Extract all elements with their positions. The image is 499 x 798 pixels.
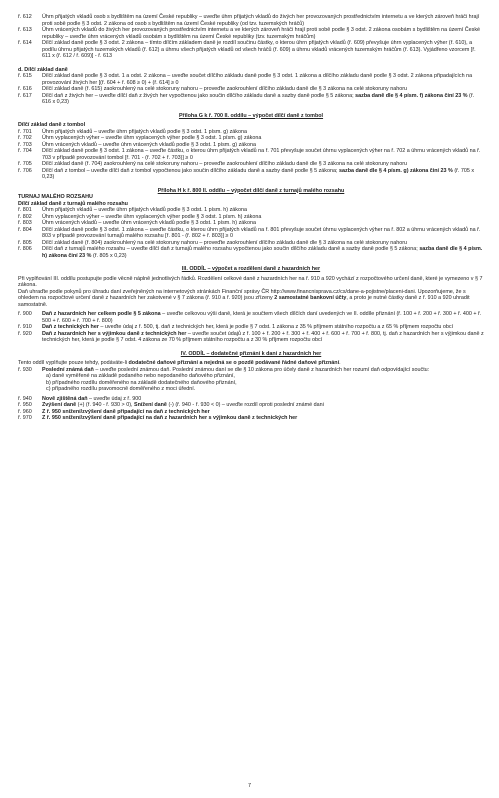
row-text	[42, 227, 484, 240]
section-iii-title: III. ODDÍL – výpočet a rozdělení daně z hazardních her	[181, 266, 321, 272]
row-body: – uveďte údaj z ř. 900	[89, 395, 142, 402]
row-code: ř. 613	[18, 27, 32, 33]
row-806	[18, 246, 484, 259]
row-613	[18, 27, 484, 40]
row-code: ř. 703	[18, 141, 32, 148]
row-body: Dílčí základ daně (ř. 804) zaokrouhlený na celé stokoruny nahoru – proveďte zaokrouhlení dílčího základu daně dle § 3 zákona na celé stokoruny nahoru	[42, 239, 408, 246]
row-head: Z ř. 950 snížení/zvýšení daně připadající na daň z technických her	[42, 408, 210, 415]
list-item-text: a) daně vyměřené na základě podaného nebo nepodaného daňového přiznání,	[46, 373, 235, 379]
row-body: Dílčí základ daně (ř. 704) zaokrouhlený na celé stokoruny nahoru – proveďte zaokrouhlení dílčího základu daně dle § 3 zákona na celé stokoruny nahoru	[42, 161, 408, 167]
row-code: ř. 701	[18, 128, 32, 135]
row-body: (+) (ř. 940 - ř. 930 > 0),	[77, 402, 133, 408]
row-head: Poslední známá daň	[42, 366, 94, 373]
row-text	[42, 93, 484, 106]
row-code: ř. 802	[18, 213, 32, 220]
row-930-list	[18, 373, 484, 393]
row-body: Dílčí daň z turnajů malého rozsahu – uveďte dílčí daň z turnajů malého rozsahu vypočtenou jako součin dílčího základu daně a sazby daně podle § 5 zákona;	[42, 246, 418, 252]
row-code: ř. 805	[18, 239, 32, 246]
row-text	[42, 148, 484, 161]
row-code: ř. 617	[18, 92, 32, 99]
row-617	[18, 93, 484, 106]
row-804	[18, 227, 484, 240]
row-body: Dílčí daň z živých her – uveďte dílčí daň z živých her vypočtenou jako součin dílčího základu daně a sazby daně podle § 5 zákona;	[42, 92, 354, 99]
document-body	[18, 14, 484, 422]
rows-615-617	[18, 73, 484, 106]
row-body: – uveďte poslední známou daň. Poslední známou daní se dle § 10 zákona pro účely daně z hazardních her rozumí daň odpovídající součtu:	[95, 366, 430, 373]
row-code: ř. 612	[18, 14, 32, 20]
row-text	[42, 73, 484, 86]
row-text	[42, 311, 484, 324]
intro-part-b: .	[339, 360, 341, 366]
row-920	[18, 331, 484, 344]
row-bold-tail: sazba daně dle § 4 písm. h) zákona činí 23 %	[42, 246, 483, 259]
intro2-part-a: Daň uhraďte podle pokynů pro úhradu daní zveřejněných na internetových stránkách Finanční správy ČR http://www.financnisprava.cz/cs/dane-a-pojistne/placeni-dani. Upozorňujeme, že s ohledem na rozpočtové určení daně z hazardních her zakotvené v § 7 zákona (ř. 910 a ř. 920) jsou zřízeny	[18, 288, 466, 301]
row-head: Daň z hazardních her s výjimkou daně z technických her	[42, 330, 187, 337]
row-code: ř. 930	[18, 366, 32, 373]
row-body: Úhrn vrácených vkladů – uveďte úhrn vrácených vkladů podle § 3 odst. 1 písm. g) zákona	[42, 141, 256, 148]
priloha-h-title: Příloha H k ř. 800 II. oddílu – výpočet dílčí daně z turnajů malého rozsahu	[157, 187, 345, 194]
row-text	[42, 415, 484, 422]
row-code: ř. 940	[18, 395, 32, 402]
intro-bold: dodatečné daňové přiznání a nejedná se o pozdě podávané řádné daňové přiznání	[128, 360, 340, 366]
intro-part-a: Tento oddíl vyplňujte pouze tehdy, podáváte-li	[18, 360, 127, 366]
row-head: Daň z hazardních her celkem podle § 5 zákona	[42, 311, 161, 317]
row-900	[18, 311, 484, 324]
row-tail: (ř. 705 x 0,23)	[42, 167, 475, 180]
row-code: ř. 910	[18, 324, 32, 330]
rows-900-920	[18, 311, 484, 344]
row-bold-tail: sazba daně dle § 4 písm. f) zákona činí 23 %	[355, 92, 468, 99]
section-iii-intro1: Při vyplňování III. oddílu postupujte podle věcně náplně jednotlivých řádků. Rozdělení celkové daně z hazardních her na ř. 910 a 920 vychází z rozpočtového určení daně, které je vymezeno v § 7 zákona.	[18, 275, 483, 288]
row-612	[18, 14, 484, 27]
row-code: ř. 702	[18, 135, 32, 141]
page-number: 7	[248, 783, 251, 789]
rows-940-970	[18, 396, 484, 422]
rows-701-706	[18, 129, 484, 181]
row-bold-tail: sazba daně dle § 4 písm. g) zákona činí 23 %	[339, 167, 453, 174]
row-code: ř. 920	[18, 330, 32, 337]
row-body: Dílčí základ daně podle § 3 odst. 1 zákona – uveďte částku, o kterou úhrn přijatých vkladů na ř. 801 převyšuje součet úhrnu vyplacených výher na ř. 802 a úhrnu vrácených vkladů na ř. 803 v případě provozování turnajů malého rozsahu [ř. 801 - (ř. 802 + ř. 803)] ≥ 0	[42, 226, 481, 239]
row-body: Dílčí daň z tombol – uveďte dílčí daň z tombol vypočtenou jako součin dílčího základu daně a sazby daně podle § 5 zákona;	[42, 167, 338, 174]
row-text	[42, 168, 484, 181]
row-615	[18, 73, 484, 86]
row-text	[42, 27, 484, 40]
row-code: ř. 614	[18, 40, 32, 46]
priloha-g-title: Příloha G k ř. 700 II. oddílu – výpočet dílčí daně z tombol	[178, 112, 324, 119]
row-text	[42, 331, 484, 344]
row-body: Úhrn vyplacených výher – uveďte úhrn vyplacených výher podle § 3 odst. 1 písm. g) zákona	[42, 135, 262, 141]
row-code: ř. 801	[18, 207, 32, 213]
row-tail: (ř. 805 x 0,23)	[92, 252, 127, 259]
priloha-h-subhead2: Dílčí základ daně z turnajů malého rozsahu	[18, 200, 128, 207]
row-text	[42, 14, 484, 27]
row-body: Úhrn přijatých vkladů osob s bydlištěm na území České republiky – uveďte úhrn přijatých vkladů do živých her provozovaných prostřednictvím internetu a ve kterých zároveň hráči hrají proti sobě podle § 3 odst. 2 zákona od osob s bydlištěm na území České republiky (od tzv. tuzemských hráčů)	[42, 14, 480, 27]
row-code: ř. 900	[18, 311, 32, 317]
row-704	[18, 148, 484, 161]
intro2-bold: 2 samostatné bankovní účty	[274, 295, 347, 301]
row-706	[18, 168, 484, 181]
row-body: – uveďte součet údajů z ř. 100 + ř. 200 + ř. 300 + ř. 400 + ř. 600 + ř. 700 + ř. 800, tj. daň z hazardních her s výjimkou daně z technických her, která je podle § 7 odst. 4 zákona ze 70 % příjmem státního rozpočtu a z 30 % příjmem rozpočtu obcí	[42, 330, 484, 343]
row-body: Dílčí základ daně (ř. 615) zaokrouhlený na celé stokoruny nahoru – proveďte zaokrouhlení dílčího základu daně dle § 3 zákona na celé stokoruny nahoru	[42, 86, 408, 92]
section-iii-intro2	[18, 289, 484, 309]
row-body: Úhrn přijatých vkladů – uveďte úhrn přijatých vkladů podle § 3 odst. 1 písm. g) zákona	[42, 128, 247, 135]
row-body: Úhrn vrácených vkladů – uveďte úhrn vrácených vkladů podle § 3 odst. 1 písm. h) zákona	[42, 220, 256, 226]
row-code: ř. 970	[18, 415, 32, 421]
row-body: – uveďte celkovou výši daně, která je součtem všech dílčích daní uvedených ve II. oddíle přiznání (ř. 100 + ř. 200 + ř. 300 + ř. 400 + ř. 500 + ř. 600 + ř. 700 + ř. 800)	[42, 311, 482, 324]
priloha-g-subhead: Dílčí základ daně z tombol	[18, 122, 86, 128]
row-head: Zvýšení daně	[42, 402, 77, 408]
list-item-text: b) případného rozdílu doměřeného na základě dodatečného daňového přiznání,	[46, 379, 237, 386]
row-body: Úhrn přijatých vkladů – uveďte úhrn přijatých vkladů podle § 3 odst. 1 písm. h) zákona	[42, 207, 247, 213]
section-d-heading: d. Dílčí základ daně	[18, 66, 68, 73]
row-code: ř. 950	[18, 402, 32, 408]
row-code: ř. 615	[18, 73, 32, 79]
section-iv-title: IV. ODDÍL – dodatečné přiznání k dani z hazardních her	[180, 350, 322, 357]
row-head2: Snížení daně	[133, 402, 167, 408]
row-head: Z ř. 950 snížení/zvýšení daně připadající na daň z hazardních her s výjimkou daně z technických her	[42, 415, 298, 421]
row-body: Dílčí základ daně podle § 3 odst. 1 a odst. 2 zákona – uveďte součet dílčího základu daně podle § 3 odst. 1 zákona a dílčího základu daně podle § 3 odst. 2 zákona připadajících na provozování živých her [(ř. 604 + ř. 608 ≥ 0) + (ř. 614] ≥ 0	[42, 73, 473, 86]
row-614	[18, 40, 484, 60]
row-body2: (-) (ř. 940 - ř. 930 < 0) – uveďte rozdíl oproti poslední známé dani	[168, 402, 324, 408]
row-code: ř. 804	[18, 226, 32, 233]
rows-612-614	[18, 14, 484, 60]
list-item	[18, 386, 484, 393]
row-body: Úhrn vrácených vkladů do živých her provozovaných prostřednictvím internetu a ve kterých zároveň hráči hrají proti sobě podle § 3 odst. 2 zákona osobám s bydlištěm na území České republiky – uveďte úhrn vrácených vkladů osobám s bydlištěm na území České republiky (tzv. tuzemským hráčům)	[42, 27, 481, 40]
row-body: Dílčí základ daně podle § 3 odst. 1 zákona – uveďte částku, o kterou úhrn přijatých vkladů na ř. 701 převyšuje součet úhrnu vyplacených výher na ř. 702 a úhrnu vrácených vkladů na ř. 703 v případě provozování tombol [ř. 701 - (ř. 702 + ř. 703)] ≥ 0	[42, 148, 481, 161]
list-item-text: c) případného rozdílu pravomocně doměřeného z moci úřední.	[46, 386, 196, 392]
row-code: ř. 704	[18, 148, 32, 154]
row-code: ř. 705	[18, 161, 32, 167]
row-head: Nově zjištěná daň	[42, 395, 88, 402]
row-970	[18, 415, 484, 422]
row-tail: (ř. 616 x 0,23)	[42, 92, 475, 105]
row-body: Úhrn vyplacených výher – uveďte úhrn vyplacených výher podle § 3 odst. 1 písm. h) zákona	[42, 213, 262, 220]
row-code: ř. 803	[18, 220, 32, 226]
row-code: ř. 960	[18, 408, 32, 415]
rows-801-806	[18, 207, 484, 259]
intro2-part-b: , a proto je nutné částky daně z ř. 910 a 920 uhradit samostatně.	[18, 295, 470, 308]
row-head: Daň z technických her	[42, 324, 99, 330]
row-body: – uveďte údaj z ř. 500, tj. daň z technických her, která je podle § 7 odst. 1 zákona z 35 % příjmem státního rozpočtu a z 65 % příjmem rozpočtu obcí	[100, 324, 454, 330]
row-text	[42, 40, 484, 60]
row-text	[42, 246, 484, 259]
row-code: ř. 706	[18, 167, 32, 174]
row-code: ř. 806	[18, 246, 32, 252]
priloha-h-subhead1: TURNAJ MALÉHO ROZSAHU	[18, 194, 93, 200]
row-body: Dílčí základ daně podle § 3 odst. 2 zákona – tímto dílčím základem daně je rozdíl součinu částky, o kterou úhrn přijatých vkladů (ř. 609) převyšuje úhrn vyplacených výher (ř. 610), a podílu úhrnu přijatých tuzemských vkladů (ř. 612) a úhrnu všech přijatých vkladů od všech hráčů (ř. 609) a úhrnu vkladů vrácených tuzemským hráčům (ř. 613). Vyjádřeno vzorcem [ř. 611 x (ř. 612 / ř. 609)] - ř. 613	[42, 40, 476, 59]
row-code: ř. 616	[18, 86, 32, 92]
